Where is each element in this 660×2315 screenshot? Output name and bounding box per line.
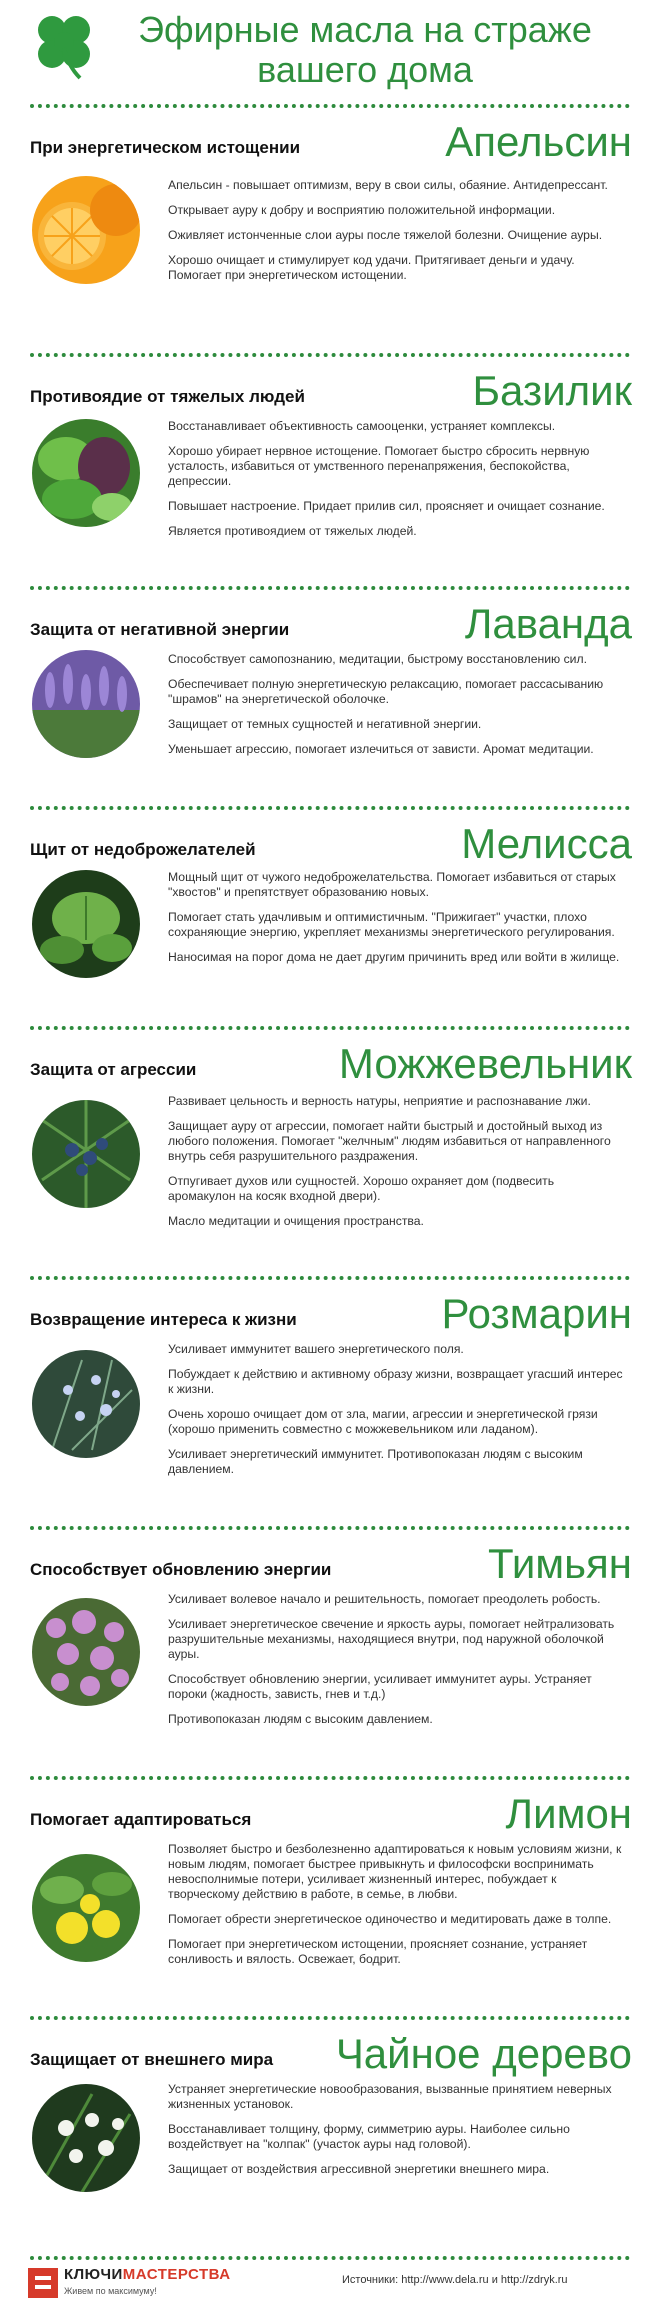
section-text [168, 1094, 623, 1239]
paragraph: Побуждает к действию и активному образу жизни, возвращает угасший интерес к жизни. [168, 1367, 623, 1396]
juniper-photo [32, 1100, 140, 1208]
section-subtitle: Щит от недоброжелателей [30, 840, 256, 859]
paragraph: Способствует самопознанию, медитации, быстрому восстановлению сил. [168, 652, 587, 666]
plant-name: Лаванда [464, 600, 632, 647]
section-subtitle: Помогает адаптироваться [30, 1810, 252, 1829]
divider [30, 806, 630, 810]
lemon-photo [32, 1854, 140, 1962]
paragraph: Развивает цельность и верность натуры, неприятие и распознавание лжи. [168, 1094, 591, 1108]
plant-name: Можжевельник [338, 1040, 632, 1087]
section-subtitle: Противоядие от тяжелых людей [30, 387, 305, 406]
plant-name: Чайное дерево [335, 2030, 632, 2077]
tea-tree-photo [32, 2084, 140, 2192]
paragraph: Усиливает энергетический иммунитет. Противопоказан людям с высоким давлением. [168, 1447, 583, 1476]
melissa-photo [32, 870, 140, 978]
paragraph: Восстанавливает объективность самооценки, устраняет комплексы. [168, 419, 556, 433]
logo-name [64, 2266, 231, 2283]
page-title: Эфирные масла на страже вашего дома [138, 9, 592, 90]
paragraph: Повышает настроение. Придает прилив сил, проясняет и очищает сознание. [168, 499, 605, 513]
paragraph: Мощный щит от чужого недоброжелательства. Помогает избавиться от старых "хвостов" и препятствует образованию новых. [168, 870, 616, 899]
footer [0, 2262, 660, 2312]
paragraph: Отпугивает духов или сущностей. Хорошо охраняет дом (подвесить аромакулон на косяк входной двери). [168, 1174, 555, 1203]
section-text [168, 178, 623, 293]
paragraph: Уменьшает агрессию, помогает излечиться от зависти. Аромат медитации. [168, 742, 594, 756]
plant-name: Базилик [472, 367, 632, 414]
logo-part2: МАСТЕРСТВА [122, 2266, 231, 2283]
paragraph: Помогает обрести энергетическое одиночество и медитировать даже в толпе. [168, 1912, 612, 1926]
basil-photo [32, 419, 140, 527]
section-text [168, 1842, 623, 1977]
divider [30, 586, 630, 590]
paragraph: Усиливает энергетическое свечение и яркость ауры, помогает нейтрализовать разрушительные механизмы, находящиеся внутри, под наружной оболочкой ауры. [168, 1617, 615, 1661]
paragraph: Хорошо очищает и стимулирует код удачи. Притягивает деньги и удачу. Помогает при энергетическом истощении. [168, 253, 575, 282]
plant-name: Тимьян [488, 1540, 632, 1587]
paragraph: Апельсин - повышает оптимизм, веру в свои силы, обаяние. Антидепрессант. [168, 178, 608, 192]
section-subtitle: При энергетическом истощении [30, 138, 301, 157]
paragraph: Усиливает иммунитет вашего энергетического поля. [168, 1342, 464, 1356]
sources-text: Источники: http://www.dela.ru и http://zdryk.ru [342, 2274, 568, 2286]
paragraph: Защищает от темных сущностей и негативной энергии. [168, 717, 482, 731]
header [0, 0, 660, 96]
paragraph: Оживляет истонченные слои ауры после тяжелой болезни. Очищение ауры. [168, 228, 603, 242]
paragraph: Хорошо убирает нервное истощение. Помогает быстро сбросить нервную усталость, избавиться от умственного перенапряжения, беспокойства, депрессии. [168, 444, 590, 488]
section-text [168, 2082, 623, 2187]
section-text [168, 870, 623, 975]
lavender-photo [32, 650, 140, 758]
paragraph: Способствует обновлению энергии, усиливает иммунитет ауры. Устраняет пороки (жадность, зависть, гнев и т.д.) [168, 1672, 592, 1701]
section-subtitle: Защита от негативной энергии [30, 620, 290, 639]
section-subtitle: Защита от агрессии [30, 1060, 197, 1079]
divider [30, 1526, 630, 1530]
paragraph: Устраняет энергетические новообразования, вызванные принятием неверных жизненных установок. [168, 2082, 612, 2111]
plant-name: Апельсин [445, 118, 632, 165]
thyme-photo [32, 1598, 140, 1706]
rosemary-photo [32, 1350, 140, 1458]
section-subtitle: Возвращение интереса к жизни [30, 1310, 297, 1329]
section-subtitle: Способствует обновлению энергии [30, 1560, 332, 1579]
divider [30, 1776, 630, 1780]
logo-part1: КЛЮЧИ [64, 2266, 123, 2283]
paragraph: Обеспечивает полную энергетическую релаксацию, помогает рассасыванию "шрамов" на энергетической оболочке. [168, 677, 604, 706]
paragraph: Открывает ауру к добру и восприятию положительной информации. [168, 203, 556, 217]
divider [30, 2016, 630, 2020]
paragraph: Помогает при энергетическом истощении, проясняет сознание, устраняет сонливость и вялость. Освежает, бодрит. [168, 1937, 588, 1966]
section-text [168, 419, 623, 549]
paragraph: Защищает от воздействия агрессивной энергетики внешнего мира. [168, 2162, 550, 2176]
section-subtitle: Защищает от внешнего мира [30, 2050, 274, 2069]
section-text [168, 1342, 623, 1487]
divider [30, 1276, 630, 1280]
paragraph: Масло медитации и очищения пространства. [168, 1214, 424, 1228]
section-text [168, 652, 623, 767]
paragraph: Очень хорошо очищает дом от зла, магии, агрессии и энергетической грязи (хорошо применить совместно с можжевельником или ладаном). [168, 1407, 598, 1436]
plant-name: Лимон [505, 1790, 632, 1837]
logo-icon [28, 2268, 58, 2298]
paragraph: Противопоказан людям с высоким давлением. [168, 1712, 433, 1726]
paragraph: Восстанавливает толщину, форму, симметрию ауры. Наиболее сильно воздействует на "колпак" (участок ауры над головой). [168, 2122, 570, 2151]
logo-tagline: Живем по максимуму! [64, 2286, 157, 2296]
divider [30, 353, 630, 357]
paragraph: Позволяет быстро и безболезненно адаптироваться к новым условиям жизни, к новым людям, помогает быстрее привыкнуть и философски воспринимать невосполнимые потери, усиливает жизненный интерес, побуждает к творческому действию в работе, в семье, в любви. [168, 1842, 622, 1901]
divider [30, 104, 630, 108]
orange-photo [32, 176, 140, 284]
divider [30, 1026, 630, 1030]
clover-icon [28, 8, 100, 80]
paragraph: Усиливает волевое начало и решительность, помогает преодолеть робость. [168, 1592, 601, 1606]
paragraph: Является противоядием от тяжелых людей. [168, 524, 417, 538]
divider [30, 2256, 630, 2260]
paragraph: Наносимая на порог дома не дает другим причинить вред или войти в жилище. [168, 950, 620, 964]
plant-name: Мелисса [461, 820, 632, 867]
paragraph: Помогает стать удачливым и оптимистичным. "Прижигает" участки, плохо сохраняющие энергию, укрепляет механизмы энергетического регулирования. [168, 910, 615, 939]
section-text [168, 1592, 623, 1737]
paragraph: Защищает ауру от агрессии, помогает найти быстрый и достойный выход из любого положения. Помогает "желчным" людям избавиться от направленного внутрь себя разрушительного раздражения. [168, 1119, 611, 1163]
plant-name: Розмарин [441, 1290, 632, 1337]
